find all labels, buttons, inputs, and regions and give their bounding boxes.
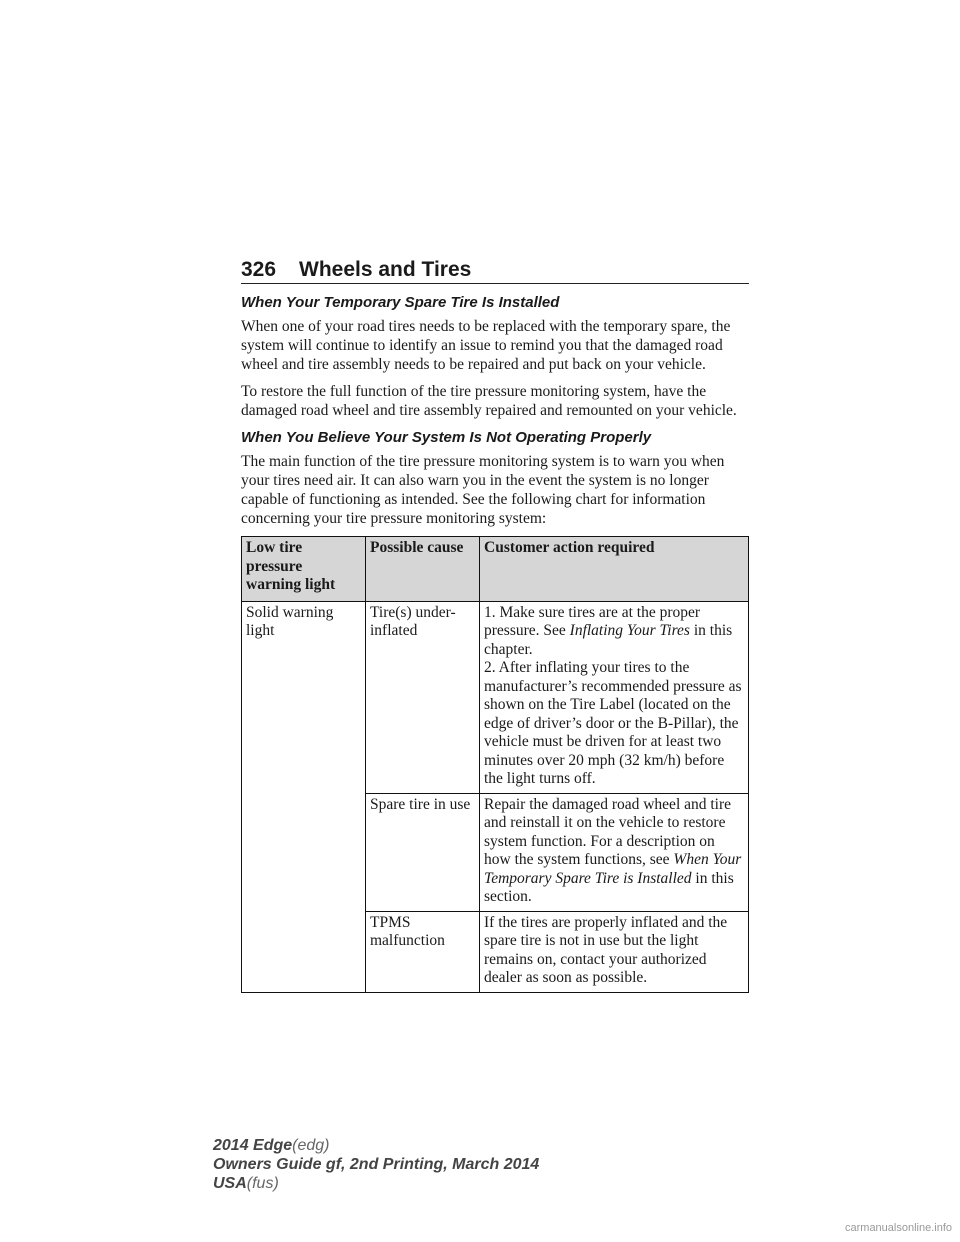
paragraph: To restore the full function of the tire pressure monitoring system, have the damaged road wheel and tire assembly repaired and remounted on your vehicle. [241, 383, 737, 419]
tpms-troubleshooting-table [241, 536, 749, 993]
action-step-2: 2. After inflating your tires to the manufacturer’s recommended pressure as shown on the Tire Label (located on the edge of driver’s door or the B-Pillar), the vehicle must be driven for at least two minutes over 20 mph (32 km/h) before the light turns off. [484, 659, 742, 787]
watermark-text: carmanualsonline.info [845, 1222, 953, 1234]
table-cell-action [480, 601, 749, 793]
page-title: Wheels and Tires [299, 258, 472, 281]
document-footer [213, 1136, 539, 1193]
table-cell-cause: Spare tire in use [366, 793, 480, 911]
table-cell-action: If the tires are properly inflated and the spare tire is not in use but the light remains on, contact your authorized dealer as soon as possible. [480, 911, 749, 992]
footer-line-guide [213, 1155, 539, 1174]
section-heading-spare-tire: When Your Temporary Spare Tire Is Installed [241, 294, 560, 311]
table-cell-cause: TPMS malfunction [366, 911, 480, 992]
cross-reference-link: When Your Temporary Spare Tire is Installed [484, 851, 742, 887]
table-cell-action [480, 793, 749, 911]
section-heading-system-not-operating: When You Believe Your System Is Not Operating Properly [241, 429, 652, 446]
action-text: Repair the damaged road wheel and tire and reinstall it on the vehicle to restore system function. For a description on how the system functions, see [484, 795, 732, 868]
footer-line-model [213, 1136, 539, 1155]
table-header-cell: Customer action required [480, 537, 749, 602]
table-header-cell: Low tire pressure warning light [242, 537, 366, 602]
cross-reference-link: Inflating Your Tires [569, 622, 690, 639]
footer-region-code: (fus) [246, 1175, 279, 1192]
table-cell-cause: Tire(s) under-inflated [366, 601, 480, 793]
page-number: 326 [241, 258, 277, 281]
header-divider [241, 283, 749, 284]
action-step-1 [484, 604, 744, 660]
paragraph: When one of your road tires needs to be replaced with the temporary spare, the system will continue to identify an issue to remind you that the damaged road wheel and tire assembly needs to be repaired and put back on your vehicle. [241, 318, 731, 373]
action-text: in this section. [484, 869, 734, 905]
action-text: 1. Make sure tires are at the proper pressure. See [484, 603, 701, 639]
table-header-cell: Possible cause [366, 537, 480, 602]
footer-model: 2014 Edge [213, 1137, 293, 1154]
footer-line-region [213, 1174, 539, 1193]
paragraph: The main function of the tire pressure monitoring system is to warn you when your tires need air. It can also warn you in the event the system is no longer capable of functioning as intended. See the following chart for information concerning your tire pressure monitoring system: [241, 453, 725, 527]
footer-model-code: (edg) [292, 1137, 330, 1154]
page-content [241, 293, 749, 993]
footer-guide-info: Owners Guide gf, 2nd Printing, March 2014 [213, 1156, 540, 1173]
table-cell-warning-light: Solid warning light [242, 601, 366, 992]
table-header-row [242, 537, 749, 602]
action-text: in this chapter. [484, 622, 733, 658]
table-row [242, 601, 749, 793]
footer-region: USA [213, 1175, 247, 1192]
